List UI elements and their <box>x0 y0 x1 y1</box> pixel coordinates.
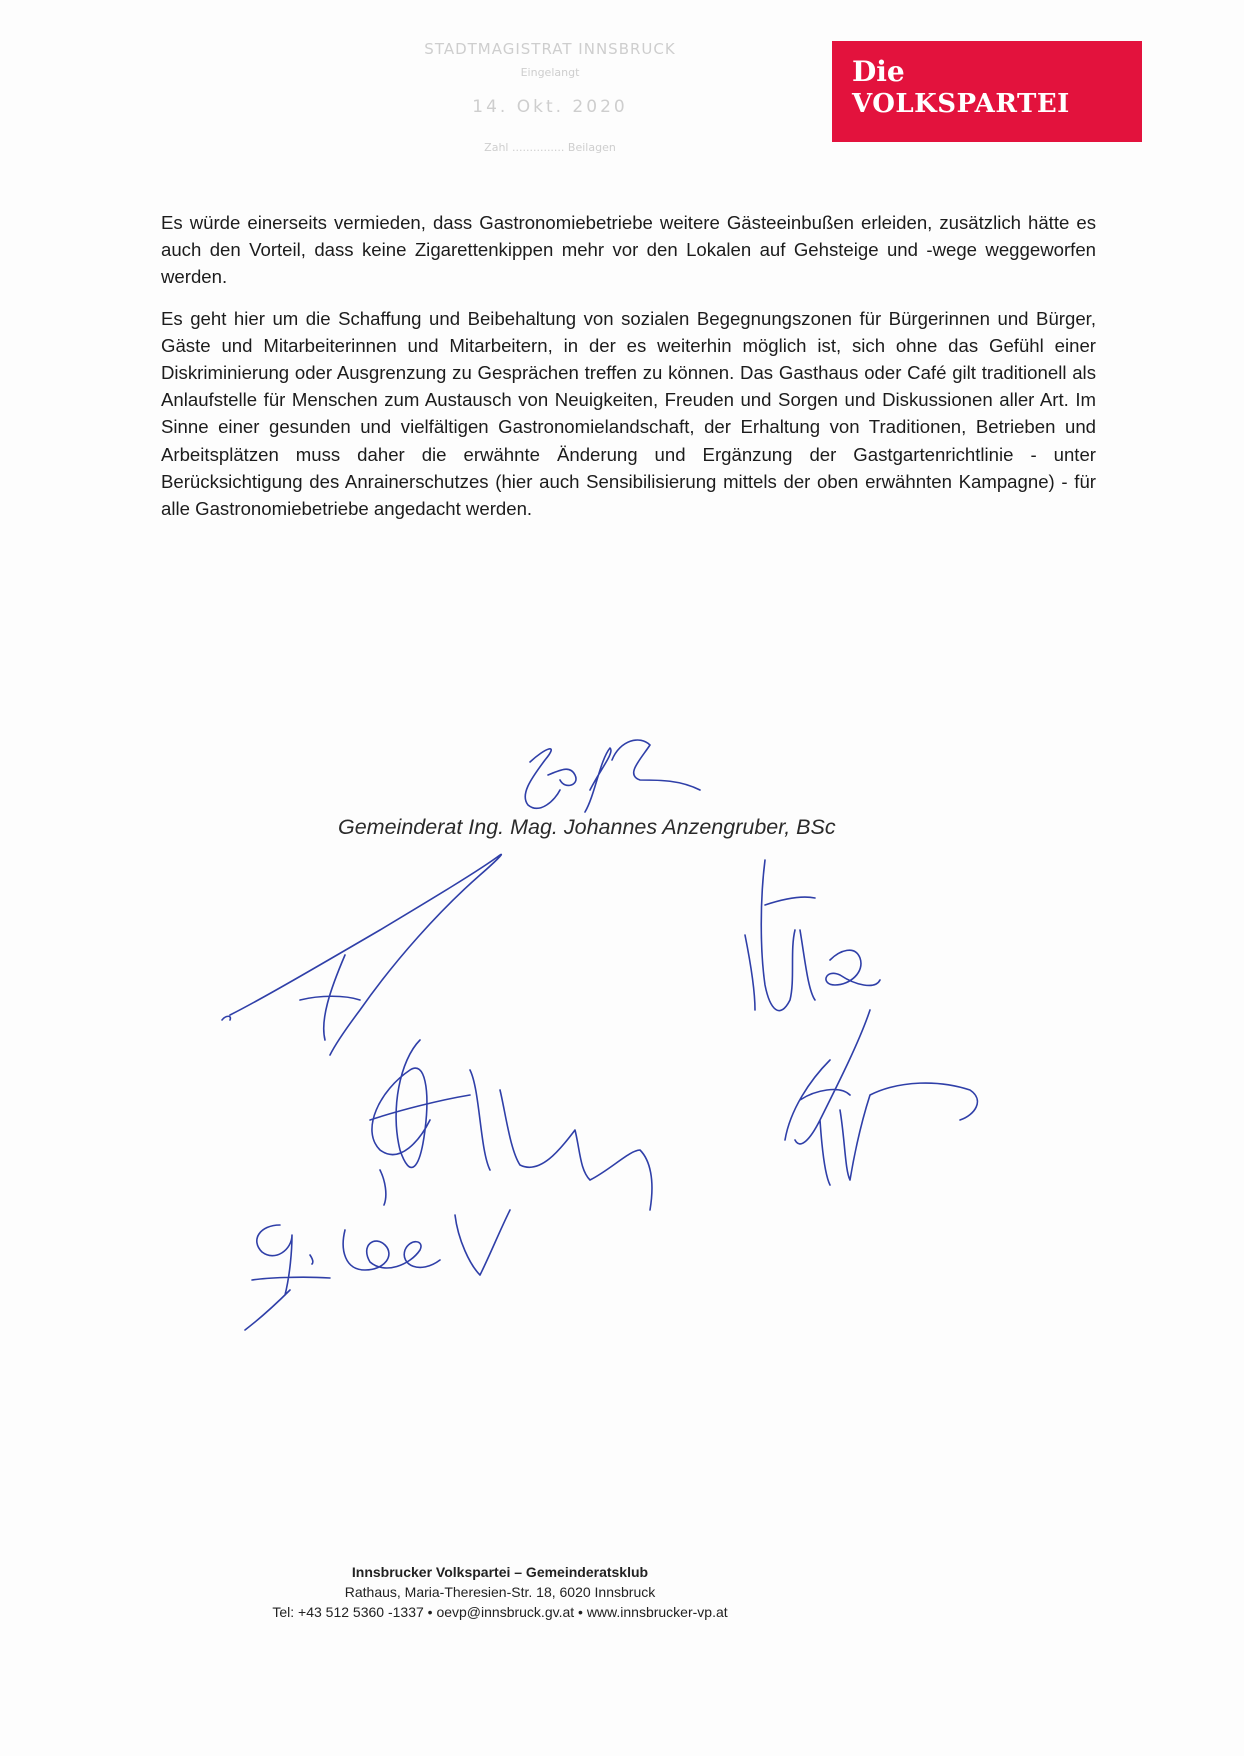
stamp-line-1: STADTMAGISTRAT INNSBRUCK <box>424 40 676 58</box>
footer-address: Rathaus, Maria-Theresien-Str. 18, 6020 Innsbruck <box>344 1584 656 1600</box>
party-logo <box>832 41 1142 142</box>
stamp-line-3: 14. Okt. 2020 <box>472 97 628 117</box>
signature-6 <box>785 1010 977 1185</box>
stamp-line-2: Eingelangt <box>520 66 580 79</box>
footer-org: Innsbrucker Volkspartei – Gemeinderatsklub <box>351 1564 649 1580</box>
signature-2 <box>222 854 501 1055</box>
signature-4 <box>245 1210 510 1330</box>
paragraph-2: Es geht hier um die Schaffung und Beibehaltung von sozialen Begegnungszonen für Bürgerinnen und Bürger, Gäste und Mitarbeiterinnen und Mitarbeitern, in der es weiterhin möglich ist, sich ohne das Gefühl einer Diskriminierung oder Ausgrenzung zu Gesprächen treffen zu können. Das Gasthaus oder Café gilt traditionell als Anlaufstelle für Menschen zum Austausch von Neuigkeiten, Freuden und Sorgen und Diskussionen aller Art. Im Sinne einer gesunden und vielfältigen Gastronomielandschaft, der Erhaltung von Traditionen, Betrieben und Arbeitsplätzen muss daher die erwähnte Änderung und Ergänzung der Gastgartenrichtlinie - unter Berücksichtigung des Anrainerschutzes (hier auch Sensibilisierung mittels der oben erwähnten Kampagne) - für alle Gastronomiebetriebe angedacht werden. <box>161 307 1096 520</box>
signature-1 <box>525 740 700 812</box>
footer-contact: Tel: +43 512 5360 -1337 • oevp@innsbruck.gv.at • www.innsbrucker-vp.at <box>272 1604 728 1620</box>
stamp-line-4: Zahl ............... Beilagen <box>484 141 616 154</box>
paragraph-1: Es würde einerseits vermieden, dass Gastronomiebetriebe weitere Gästeeinbußen erleiden, zusätzlich hätte es auch den Vorteil, dass keine Zigarettenkippen mehr vor den Lokalen auf Gehsteige und -wege weggeworfen werden. <box>161 212 1096 288</box>
logo-line-2: VOLKSPARTEI <box>852 89 1070 119</box>
footer <box>200 1562 800 1622</box>
signature-3 <box>370 1040 652 1210</box>
received-stamp <box>400 36 700 186</box>
logo-line-1: Die <box>852 55 905 88</box>
body-text <box>161 209 1096 522</box>
signatory-name: Gemeinderat Ing. Mag. Johannes Anzengruber, BSc <box>338 815 836 839</box>
signature-5 <box>745 860 880 1011</box>
